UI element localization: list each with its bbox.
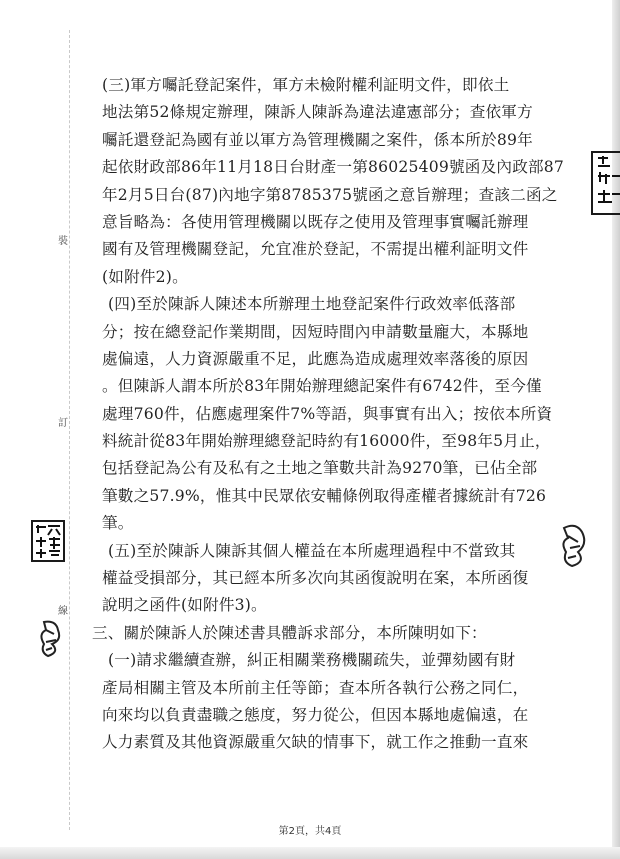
seal-stamp-right (590, 150, 620, 216)
page-bottom-shadow (0, 847, 620, 859)
text-line: 包括登記為公有及私有之土地之筆數共計為9270筆，已佔全部 (102, 459, 538, 478)
text-line: 處偏遠，人力資源嚴重不足，此應為造成處理效率落後的原因 (102, 349, 529, 368)
text-line: 國有及管理機關登記，允宜准於登記，不需提出權利証明文件 (102, 240, 529, 259)
paragraph-4 (102, 291, 553, 538)
text-line: 處理760件，佔應處理案件7%等語，與事實有出入；按依本所資 (102, 404, 553, 423)
text-line: (如附件2)。 (102, 267, 188, 286)
text-line: 向來均以負責盡職之態度，努力從公，但因本縣地處偏遠，在 (102, 705, 529, 724)
text-line: 權益受損部分，其已經本所多次向其函復說明在案，本所函復 (102, 569, 529, 588)
text-line: 筆。 (102, 514, 134, 533)
text-line: (四)至於陳訴人陳述本所辦理土地登記案件行政效率低落部 (108, 295, 516, 314)
text-line: 分；按在總登記作業期間，因短時間內申請數量龐大，本縣地 (102, 322, 529, 341)
text-line: 料統計從83年開始辦理總登記時約有16000件，至98年5月止， (102, 432, 551, 451)
section-3-item-1 (102, 647, 542, 757)
text-line: 產局相關主管及本所前主任等節；查本所各執行公務之同仁， (102, 678, 529, 697)
text-line: 起依財政部86年11月18日台財產一第86025409號函及內政部87 (102, 158, 565, 177)
scan-smudge-right (558, 522, 588, 570)
binding-mark-bottom: 線 (58, 606, 68, 617)
text-line: (三)軍方囑託登記案件，軍方未檢附權利証明文件，即依土 (102, 76, 510, 94)
binding-mark-top: 裝 (58, 236, 68, 247)
paragraph-3 (102, 72, 565, 291)
seal-stamp-left (30, 517, 66, 565)
text-line: 。但陳訴人謂本所於83年開始辦理總記案件有6742件，至今僅 (102, 377, 542, 396)
text-line: (五)至於陳訴人陳訴其個人權益在本所處理過程中不當致其 (108, 541, 516, 560)
text-line: 地法第52條規定辦理，陳訴人陳訴為違法違憲部分；查依軍方 (102, 103, 533, 122)
text-line: 說明之函件(如附件3)。 (102, 596, 267, 615)
scan-smudge-left (36, 618, 64, 660)
text-line: 人力素質及其他資源嚴重欠缺的情事下，就工作之推動一直來 (102, 733, 529, 752)
text-line: (一)請求繼續查辦，糾正相關業務機關疏失，並彈劾國有財 (108, 651, 516, 670)
binding-mark-middle: 訂 (58, 418, 68, 429)
page-edge-shadow (612, 0, 620, 859)
section-3-heading (92, 620, 542, 647)
text-line: 囑託還登記為國有並以軍方為管理機關之案件，係本所於89年 (102, 130, 533, 149)
text-line: 三、關於陳訴人於陳述書具體訴求部分，本所陳明如下： (92, 623, 487, 642)
document-body (92, 72, 565, 757)
page-number-footer: 第2頁，共4頁 (278, 826, 342, 837)
text-line: 意旨略為：各使用管理機關以既存之使用及管理事實囑託辦理 (102, 212, 529, 231)
binding-line (69, 30, 70, 830)
text-line: 年2月5日台(87)內地字第8785375號函之意旨辦理；查該二函之 (102, 185, 558, 204)
paragraph-5 (102, 538, 542, 620)
text-line: 筆數之57.9%，惟其中民眾依安輔條例取得產權者據統計有726 (102, 486, 547, 505)
